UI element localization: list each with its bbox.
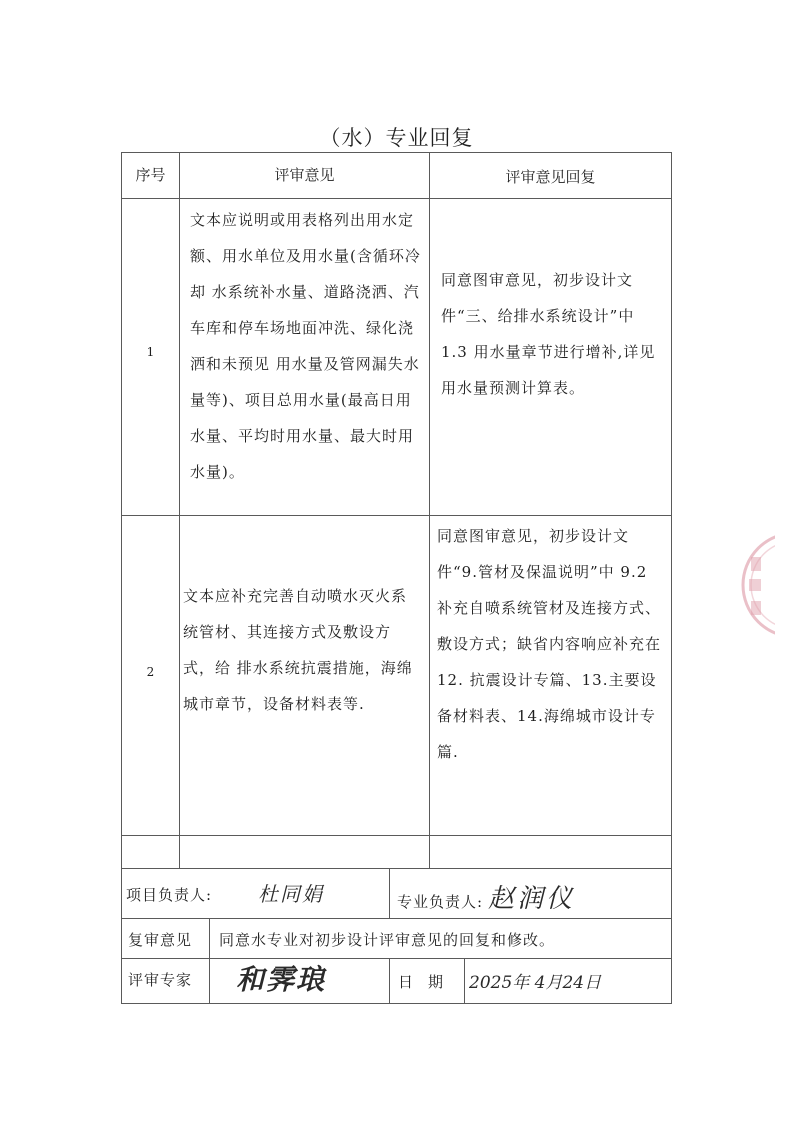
page-title: （水）专业回复: [319, 126, 474, 150]
expert-label: 评审专家: [128, 971, 193, 989]
seal-stamp-icon: [735, 525, 775, 645]
expert-signature: 和霁琅: [236, 963, 327, 996]
row-index: 2: [146, 665, 155, 679]
discipline-lead-signature: 赵润仪: [488, 884, 576, 914]
date-value: 2025年 4月24日: [469, 973, 602, 993]
review-label: 复审意见: [128, 931, 193, 949]
discipline-lead-label: 专业负责人:: [397, 893, 484, 911]
row-reply: 同意图审意见，初步设计文件“9.管材及保温说明”中 9.2 补充自喷系统管材及连接方式、敷设方式；缺省内容响应补充在 12. 抗震设计专篇、13.主要设备材料表、14.海绵城市设计专篇.: [437, 527, 662, 761]
project-lead-label: 项目负责人:: [126, 886, 213, 904]
review-text: 同意水专业对初步设计评审意见的回复和修改。: [219, 931, 556, 949]
row-reply: 同意图审意见，初步设计文件“三、给排水系统设计”中 1.3 用水量章节进行增补,详见用水量预测计算表。: [441, 271, 656, 397]
row-opinion: 文本应补充完善自动喷水灭火系统管材、其连接方式及敷设方式，给 排水系统抗震措施，海绵城市章节，设备材料表等.: [183, 587, 413, 713]
project-lead-signature: 杜同娟: [258, 882, 324, 906]
header-reply: 评审意见回复: [505, 168, 596, 186]
row-index: 1: [146, 345, 155, 359]
header-index: 序号: [135, 166, 166, 184]
row-opinion: 文本应说明或用表格列出用水定额、用水单位及用水量(含循环冷却 水系统补水量、道路浇洒、汽车库和停车场地面冲洗、绿化浇洒和未预见 用水量及管网漏失水量等)、项目总用水量(最高日用水量、平均时用水量、最大时用水量)。: [190, 211, 421, 481]
header-opinion: 评审意见: [274, 166, 335, 184]
date-label: 日 期: [398, 973, 444, 991]
